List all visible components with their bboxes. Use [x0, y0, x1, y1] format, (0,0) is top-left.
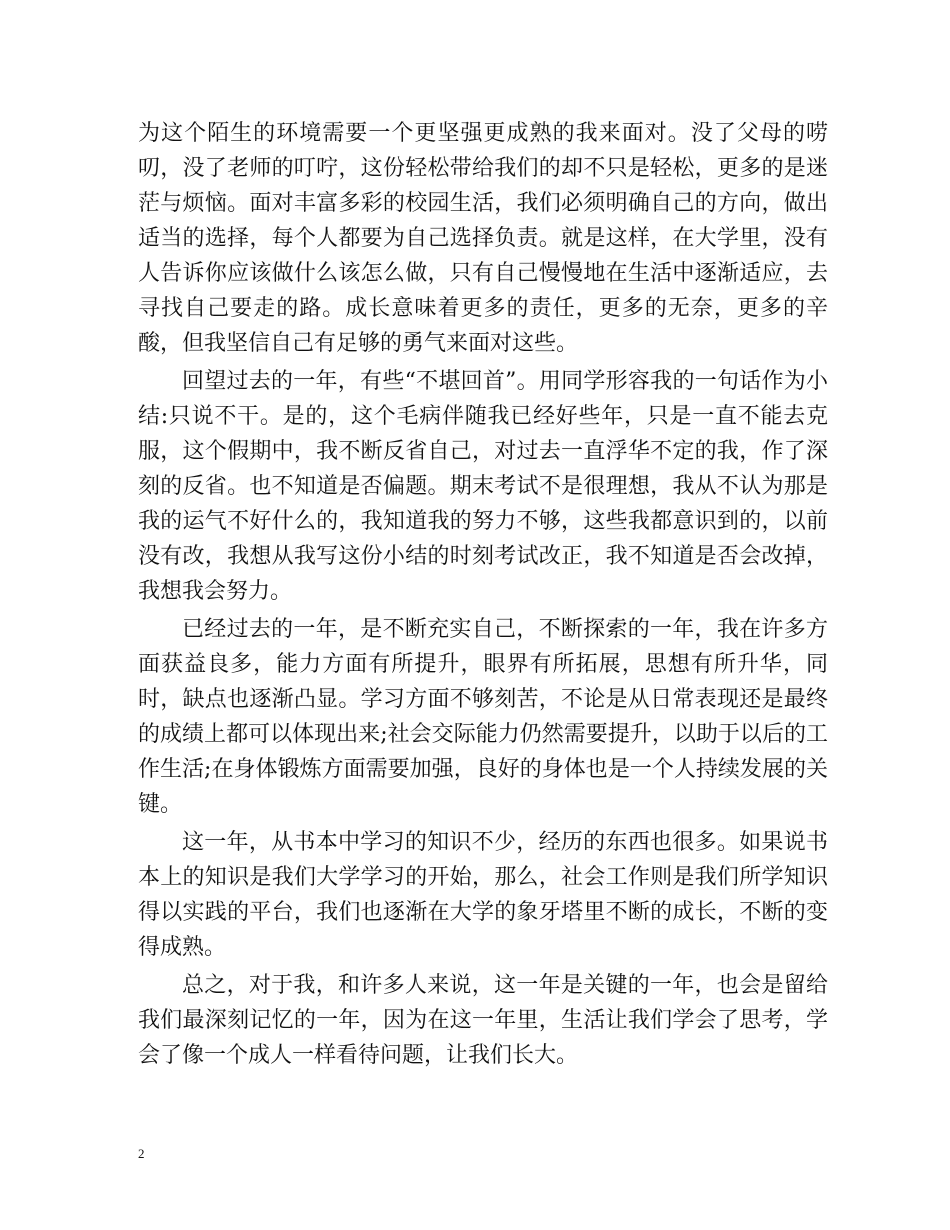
paragraph: 回望过去的一年，有些“不堪回首”。用同学形容我的一句话作为小结:只说不干。是的，这个毛病伴随我已经好些年，只是一直不能去克服，这个假期中，我不断反省自己，对过去一直浮华不定的我，作了深刻的反省。也不知道是否偏题。期末考试不是很理想，我从不认为那是我的运气不好什么的，我知道我的努力不够，这些我都意识到的，以前没有改，我想从我写这份小结的时刻考试改正，我不知道是否会改掉，我想我会努力。 [138, 369, 828, 604]
paragraph-continued: 为这个陌生的环境需要一个更坚强更成熟的我来面对。没了父母的唠叨，没了老师的叮咛，这份轻松带给我们的却不只是轻松，更多的是迷茫与烦恼。面对丰富多彩的校园生活，我们必须明确自己的方向，做出适当的选择，每个人都要为自己选择负责。就是这样，在大学里，没有人告诉你应该做什么该怎么做，只有自己慢慢地在生活中逐渐适应，去寻找自己要走的路。成长意味着更多的责任，更多的无奈，更多的辛酸，但我坚信自己有足够的勇气来面对这些。 [138, 121, 828, 356]
paragraph: 这一年，从书本中学习的知识不少，经历的东西也很多。如果说书本上的知识是我们大学学习的开始，那么，社会工作则是我们所学知识得以实践的平台，我们也逐渐在大学的象牙塔里不断的成长，不断的变得成熟。 [138, 830, 828, 960]
page-number: 2 [138, 1146, 145, 1161]
document-body [138, 116, 828, 1076]
paragraph: 已经过去的一年，是不断充实自己，不断探索的一年，我在许多方面获益良多，能力方面有所提升，眼界有所拓展，思想有所升华，同时，缺点也逐渐凸显。学习方面不够刻苦，不论是从日常表现还是最终的成绩上都可以体现出来;社会交际能力仍然需要提升，以助于以后的工作生活;在身体锻炼方面需要加强，良好的身体也是一个人持续发展的关键。 [138, 617, 828, 817]
paragraph: 总之，对于我，和许多人来说，这一年是关键的一年，也会是留给我们最深刻记忆的一年，因为在这一年里，生活让我们学会了思考，学会了像一个成人一样看待问题，让我们长大。 [138, 973, 828, 1068]
